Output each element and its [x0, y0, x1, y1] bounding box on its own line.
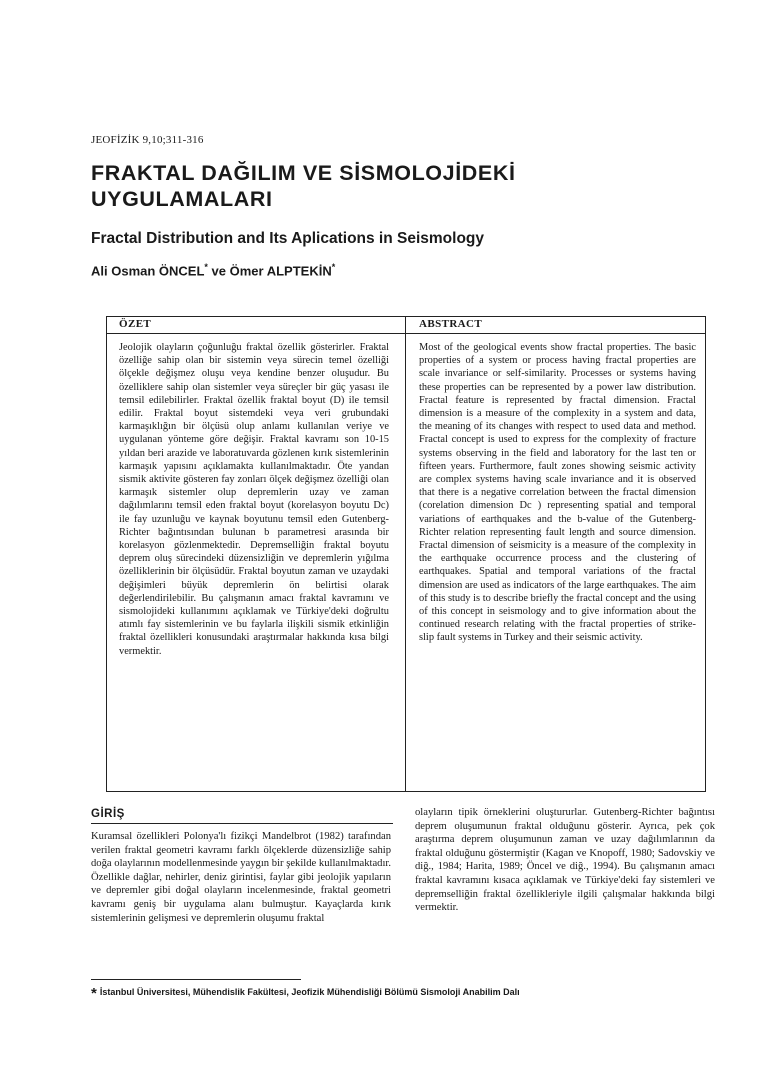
footnote	[91, 985, 520, 1002]
footnote-mark: *	[91, 985, 97, 1002]
author-oncel: Ali Osman ÖNCEL	[91, 263, 205, 279]
author-alptekin: Ömer ALPTEKİN	[229, 263, 332, 279]
author-line	[91, 262, 335, 278]
ozet-text: Jeolojik olayların çoğunluğu fraktal özellik gösterirler. Fraktal özelliğe sahip olan bir sistemin veya sürecin temel özelliği ölçekle değişmez oluşu veya kendine benzer oluşudur. Bu özelliklere sahip olan sistemler veya süreçler bir güç yasası ile temsil edilebilirler. Fraktal özellik fraktal boyut (D) ile temsil edilir. Fraktal boyut sistemdeki veya veri grubundaki karmaşıklığın bir ölçüsü olup anlamı kullanılan veriye ve uygulanan yönteme göre değişir. Fraktal kavramı son 10-15 yıldan beri arazide ve laboratuvarda gözlenen kırık sistemlerinin karmaşık yapısını açıklamakta kullanılmaktadır. Öte yandan sismik aktivite gösteren fay zonları ölçek değişmez özelliği olan karmaşık sistemler olup depremlerin uzay ve zaman dağılımlarını temsil eden fraktal boyut (korelasyon boyutu Dc) ile fay uzunluğu ve kaynak boyutunu temsil eden Gutenberg-Richter bağıntısından bulunan b parametresi arasında bir korelasyon gözlenmektedir. Depremselliğin fraktal boyutu deprem oluş sürecindeki düzensizliğin ve depremlerin yığılma özelliklerinin bir ölçüsüdür. Fraktal boyutun zaman ve uzaydaki değişimleri büyük depremlerin ön belirtisi olarak değerlendirilebilir. Bu çalışmanın amacı fraktal kavramını ve sismolojideki kullanımını açıklamak ve Türkiye'deki doğrultu atımlı fay sistemlerinin ve bu faylarla ilişkili sismik etkinliğin fraktal özellikleri konusundaki araştırmalar hakkında kısa bilgi vermektir.	[119, 342, 389, 657]
author-connector: ve	[207, 263, 230, 279]
giris-right-text: olayların tipik örneklerini oluştururlar. Gutenberg-Richter bağıntısı deprem oluşumunun fraktal olduğunu gösterir. Ayrıca, pek çok araştırma deprem oluşumunun zaman ve uzay dağılımlarının da fraktal olduğunu göstermiştir (Kagan ve Knopoff, 1980; Sadovskiy ve diğ., 1984; Harita, 1989; Öncel ve diğ., 1994). Bu çalışmanın amacı fraktal kavramını kısaca açıklamak ve Türkiye'deki fay sistemleri ve depremselliğin fraktal özellikleriyle ilgili çalışmalar hakkında bilgi vermektir.	[415, 807, 715, 914]
box-header-rule	[107, 333, 705, 334]
giris-left-text: Kuramsal özellikleri Polonya'lı fizikçi Mandelbrot (1982) tarafından verilen fraktal geometri kavramı farklı ölçeklerde düzensizliğe sahip doğa olaylarının modellenmesinde yaygın bir şekilde kullanılmaktadır. Özellikle dağlar, nehirler, deniz girintisi, faylar gibi jeolojik yapıların ve depremler gibi doğal olayların incelenmesinde, fraktal geometri kavramı geniş bir uygulama alanı bulmuştur. Kayaçlarda kırık sistemlerinin gelişmesi ve depremlerin oluşumu fraktal	[91, 831, 391, 924]
abstract-heading: ABSTRACT	[419, 318, 483, 330]
footnote-rule	[91, 979, 301, 980]
paper-subtitle: Fractal Distribution and Its Aplications in Seismology	[91, 230, 485, 247]
box-column-divider	[405, 317, 406, 791]
abstract-text: Most of the geological events show fractal properties. The basic properties of a system or process having fractal properties are scale invariance or self-similarity. Processes or systems having these properties can be represented by a power law distribution. Fractal feature is represented by fractal dimension. Fractal dimension is a measure of the complexity in a system and data, the meaning of its changes with respect to used data and method. Fractal concept is used to express for the complexity of fracture systems observing in the field and laboratory for the last ten or fifteen years. Furthermore, fault zones showing seismic activity are complex systems having scale invariance and it is observed that there is a negative correlation between the fractal dimension (corelation dimension Dc ) representing spatial and temporal variations of earthquakes and the b-value of the Gutenberg-Richter relation representing fault length and source dimension. Fractal dimension of seismicity is a measure of the complexity in the earthquake occurrence process and the clustering of earthquakes. Spatial and temporal variations of the fractal dimension are used as indicators of the large earthquakes. The aim of this study is to describe briefly the fractal concept and the using of this concept in seismology and to give information about the continued research relating with the fractal properties of strike-slip fault systems in Turkey and their seismic activity.	[419, 342, 696, 644]
ozet-heading: ÖZET	[119, 318, 152, 330]
paper-title: FRAKTAL DAĞILIM VE SİSMOLOJİDEKİ UYGULAMALARI	[91, 161, 516, 211]
giris-rule	[91, 823, 393, 824]
footnote-text: İstanbul Üniversitesi, Mühendislik Fakültesi, Jeofizik Mühendisliği Bölümü Sismoloji Anabilim Dalı	[99, 987, 520, 997]
journal-reference: JEOFİZİK 9,10;311-316	[91, 134, 204, 146]
abstract-box	[106, 316, 706, 792]
giris-heading: GİRİŞ	[91, 808, 125, 820]
affiliation-mark: *	[331, 262, 336, 272]
affiliation-mark: *	[204, 262, 208, 272]
